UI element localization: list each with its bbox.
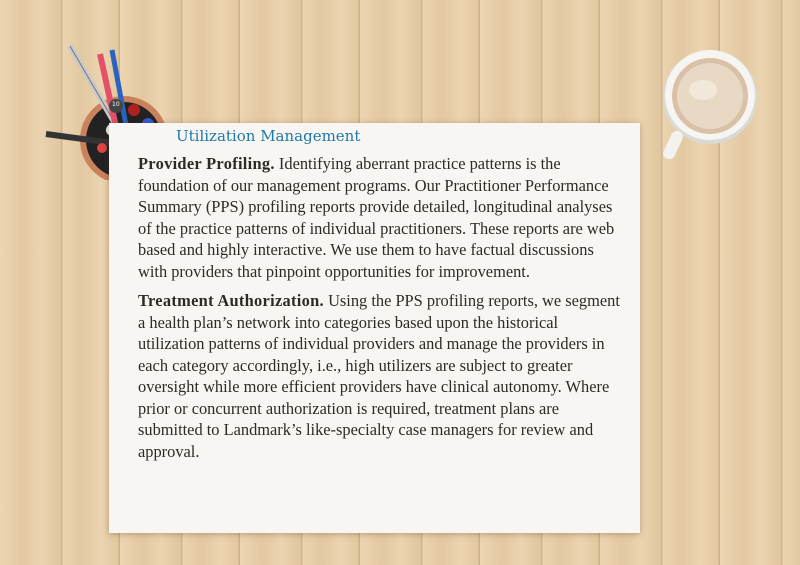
card-body: [138, 153, 624, 470]
pencil-label: 10: [112, 101, 120, 108]
section-heading: Provider Profiling.: [138, 154, 275, 173]
section-heading: Treatment Authorization.: [138, 291, 324, 310]
paragraph-treatment-authorization: [138, 290, 624, 462]
paragraph-provider-profiling: [138, 153, 624, 282]
section-text: Using the PPS profiling reports, we segment a health plan’s network into categories based upon the historical utilization patterns of individual providers and manage the providers in each category accordingly, i.e., high utilizers are subject to greater oversight while more efficient providers have clinical autonomy. Where prior or concurrent authorization is required, treatment plans are submitted to Landmark’s like-specialty case managers for review and approval.: [138, 291, 620, 461]
section-text: Identifying aberrant practice patterns is the foundation of our management programs. Our Practitioner Performance Summary (PPS) profiling reports provide detailed, longitudinal analyses of the practice patterns of individual practitioners. These reports are web based and highly interactive. We use them to have factual discussions with providers that pinpoint opportunities for improvement.: [138, 154, 615, 281]
note-card: [109, 123, 640, 533]
card-title: Utilization Management: [176, 127, 361, 145]
coffee-cup-image: [655, 40, 765, 165]
